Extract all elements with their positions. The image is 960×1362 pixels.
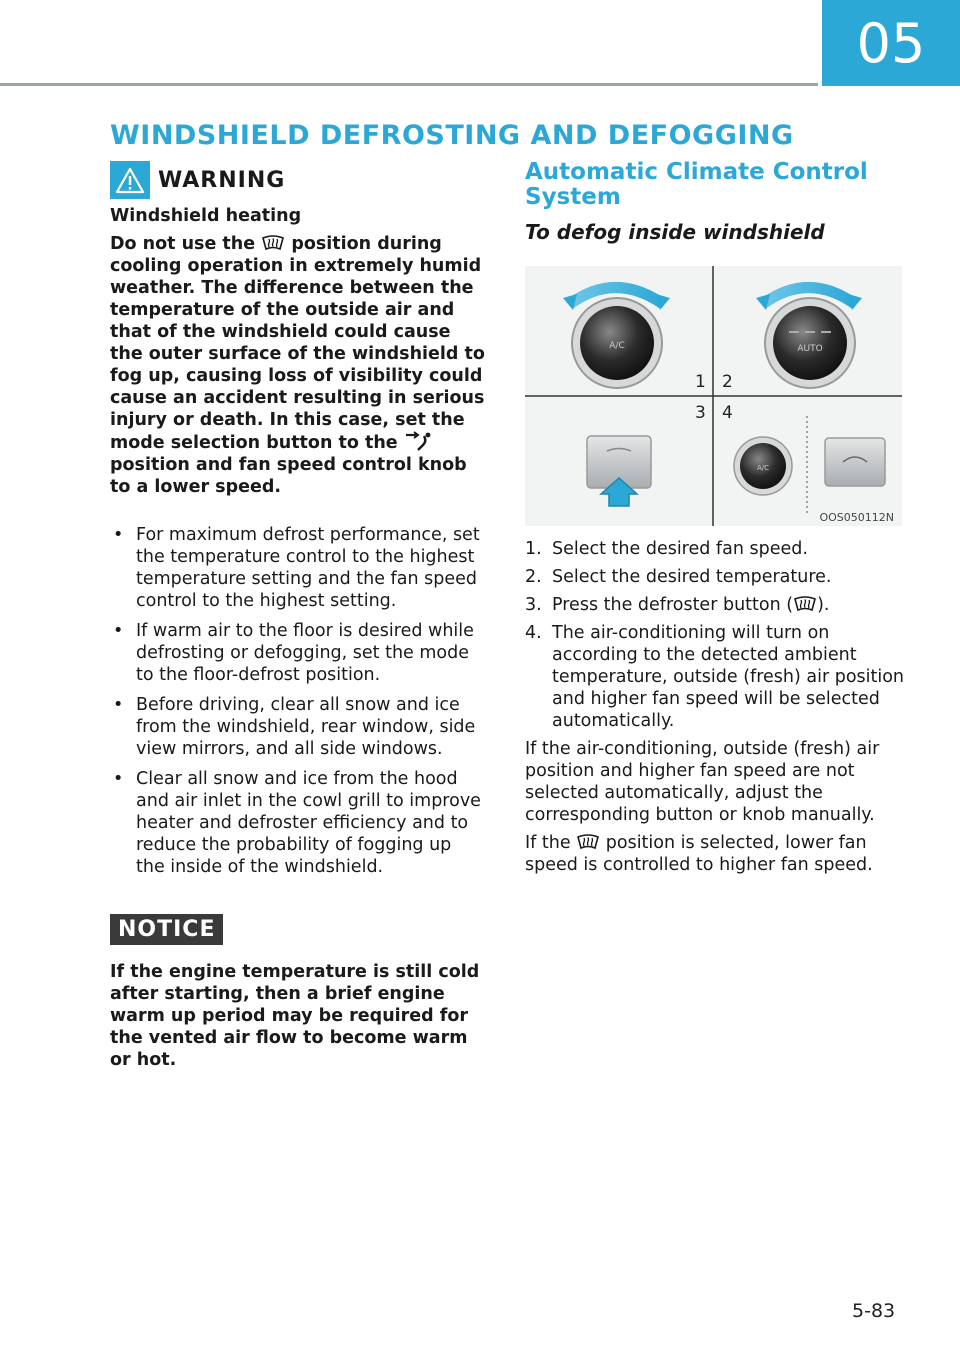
page-number: 5-83: [852, 1300, 896, 1322]
list-item: [525, 594, 905, 616]
left-column: [110, 160, 485, 1071]
section-title: WINDSHIELD DEFROSTING AND DEFOGGING: [110, 120, 794, 151]
paragraph-end: position is selected, lower fan speed is controlled to higher fan speed.: [525, 833, 873, 875]
list-item: • Clear all snow and ice from the hood and air inlet in the cowl grill to improve heater and defroster efficiency and to reduce the probability of fogging up the inside of the windshield.: [110, 768, 485, 878]
list-item: [525, 566, 905, 588]
subsection-heading: Automatic Climate Control System: [525, 159, 868, 210]
figure-code: OOS050112N: [819, 511, 894, 524]
step-text: The air-conditioning will turn on according to the detected ambient temperature, outside (fresh) air position and higher fan speed will be selected automatically.: [552, 623, 905, 731]
right-column: [525, 160, 905, 876]
figure-label-1: 1: [695, 372, 706, 392]
list-item: [525, 538, 905, 560]
subsection-subheading: To defog inside windshield: [525, 220, 825, 244]
warning-header: [110, 160, 485, 200]
step-text-end: ).: [817, 595, 830, 615]
header-rule: [0, 83, 818, 86]
paragraph: If the air-conditioning, outside (fresh) air position and higher fan speed are not selected automatically, adjust the corresponding button or knob manually.: [525, 739, 880, 825]
list-item: • For maximum defrost performance, set the temperature control to the highest temperature setting and the fan speed control to the highest setting.: [110, 524, 485, 612]
knob-1-label: A/C: [609, 341, 625, 351]
warning-title: WARNING: [158, 167, 286, 193]
warning-icon: [110, 161, 150, 199]
paragraph-start: If the: [525, 833, 571, 853]
steps-list: [525, 538, 905, 732]
chapter-tab: 05: [822, 0, 960, 86]
step-number: 4.: [525, 623, 542, 643]
knob-4-label: A/C: [756, 464, 770, 472]
defrost-icon: [576, 833, 600, 851]
step-text: Press the defroster button (: [552, 595, 794, 615]
paragraph: [525, 832, 905, 876]
warning-text: [110, 233, 485, 498]
warning-subtitle: Windshield heating: [110, 206, 302, 226]
step-number: 2.: [525, 567, 542, 587]
figure-label-3: 3: [695, 403, 706, 423]
defrost-icon: [793, 595, 817, 613]
figure-illustration: [525, 266, 902, 526]
warning-text-part3: position and fan speed control knob to a lower speed.: [110, 455, 467, 497]
warning-text-part1: Do not use the: [110, 234, 256, 254]
list-item: [525, 622, 905, 732]
figure-label-4: 4: [722, 403, 733, 423]
list-item: • If warm air to the floor is desired while defrosting or defogging, set the mode to the floor-defrost position.: [110, 620, 485, 686]
step-number: 3.: [525, 595, 542, 615]
knob-2-label: AUTO: [797, 344, 823, 354]
defrost-icon: [261, 234, 285, 252]
floor-defrost-mode-icon: [404, 431, 434, 451]
figure-label-2: 2: [722, 372, 733, 392]
warning-text-part2: position during cooling operation in extremely humid weather. The difference between the temperature of the outside air and that of the windshield could cause the outer surface of the windshield to fog up, causing loss of visibility could cause an accident resulting in serious injury or death. In this case, set the mode selection button to the: [110, 234, 485, 453]
list-item: • Before driving, clear all snow and ice from the windshield, rear window, side view mirrors, and all side windows.: [110, 694, 485, 760]
step-number: 1.: [525, 539, 542, 559]
step-text: Select the desired fan speed.: [552, 539, 808, 559]
tips-list: [110, 524, 485, 878]
climate-control-figure: [525, 266, 902, 526]
notice-text: If the engine temperature is still cold after starting, then a brief engine warm up period may be required for the vented air flow to become warm or hot.: [110, 962, 480, 1070]
notice-label: NOTICE: [110, 914, 223, 945]
step-text: Select the desired temperature.: [552, 567, 832, 587]
